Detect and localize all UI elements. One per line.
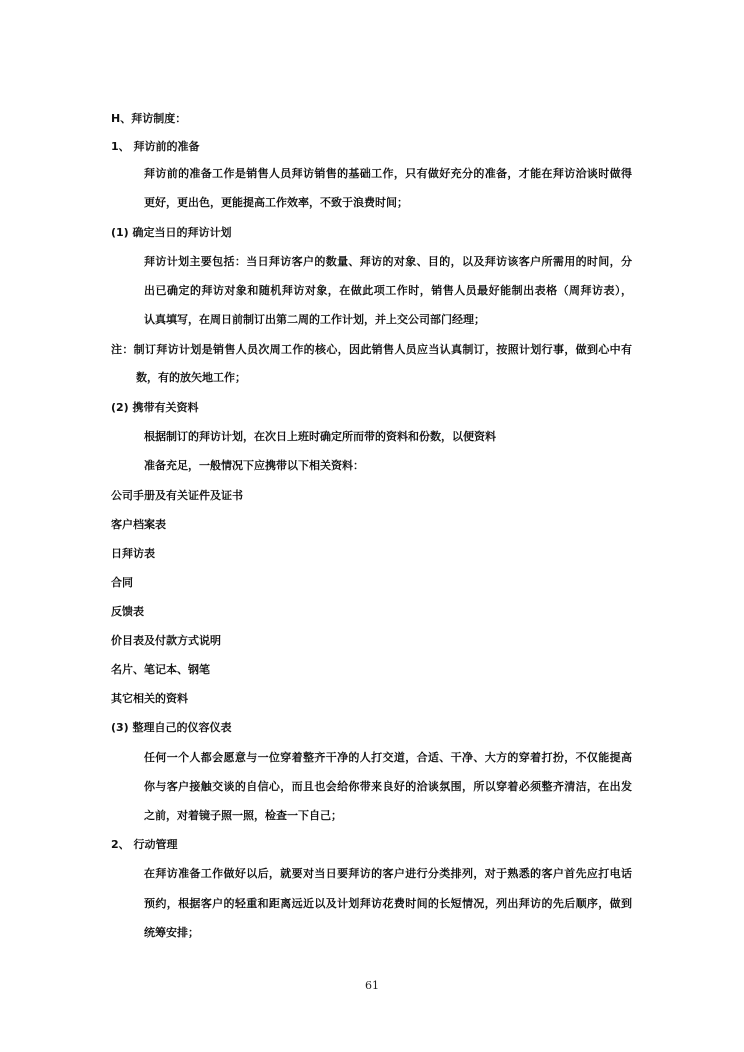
list-item: 其它相关的资料 [111,692,188,705]
subheading-3: (3) 整理自己的仪容仪表 [111,721,232,734]
paragraph-line: 统筹安排； [144,926,199,939]
heading-item-2: 2、 行动管理 [111,838,178,851]
list-item: 反馈表 [111,605,144,618]
list-item: 名片、笔记本、钢笔 [111,663,210,676]
paragraph-line: 之前，对着镜子照一照，检查一下自己； [144,809,342,822]
paragraph-line: 准备充足，一般情况下应携带以下相关资料： [144,459,364,472]
subheading-1: (1) 确定当日的拜访计划 [111,226,232,239]
paragraph-line: 拜访计划主要包括：当日拜访客户的数量、拜访的对象、目的，以及拜访该客户所需用的时间，分 [144,255,632,268]
paragraph-line: 出已确定的拜访对象和随机拜访对象，在做此项工作时，销售人员最好能制出表格（周拜访表）， [144,284,632,297]
paragraph-line: 认真填写，在周日前制订出第二周的工作计划，并上交公司部门经理； [144,313,485,326]
list-item: 日拜访表 [111,547,155,560]
paragraph-line: 你与客户接触交谈的自信心，而且也会给你带来良好的洽谈氛围，所以穿着必须整齐清洁，在出发 [144,780,632,793]
section-title: H、拜访制度： [111,112,187,125]
note-line: 数，有的放矢地工作； [136,371,246,384]
list-item: 公司手册及有关证件及证书 [111,489,243,502]
list-item: 价目表及付款方式说明 [111,634,221,647]
paragraph-line: 预约，根据客户的轻重和距离远近以及计划拜访花费时间的长短情况，列出拜访的先后顺序，做到 [144,897,632,910]
list-item: 客户档案表 [111,518,166,531]
subheading-2: (2) 携带有关资料 [111,401,199,414]
paragraph-line: 任何一个人都会愿意与一位穿着整齐干净的人打交道，合适、干净、大方的穿着打扮，不仅能提高 [144,751,632,764]
paragraph-line: 更好，更出色，更能提高工作效率，不致于浪费时间； [144,196,408,209]
list-item: 合同 [111,576,133,589]
paragraph-line: 拜访前的准备工作是销售人员拜访销售的基础工作，只有做好充分的准备，才能在拜访洽谈时做得 [144,167,632,180]
paragraph-line: 在拜访准备工作做好以后，就要对当日要拜访的客户进行分类排列，对于熟悉的客户首先应打电话 [144,867,632,880]
paragraph-line: 根据制订的拜访计划，在次日上班时确定所而带的资料和份数，以便资料 [144,430,496,443]
page-number: 61 [365,979,379,992]
heading-item-1: 1、 拜访前的准备 [111,140,200,153]
note-line: 注：制订拜访计划是销售人员次周工作的核心，因此销售人员应当认真制订，按照计划行事，做到心中有 [111,343,632,356]
